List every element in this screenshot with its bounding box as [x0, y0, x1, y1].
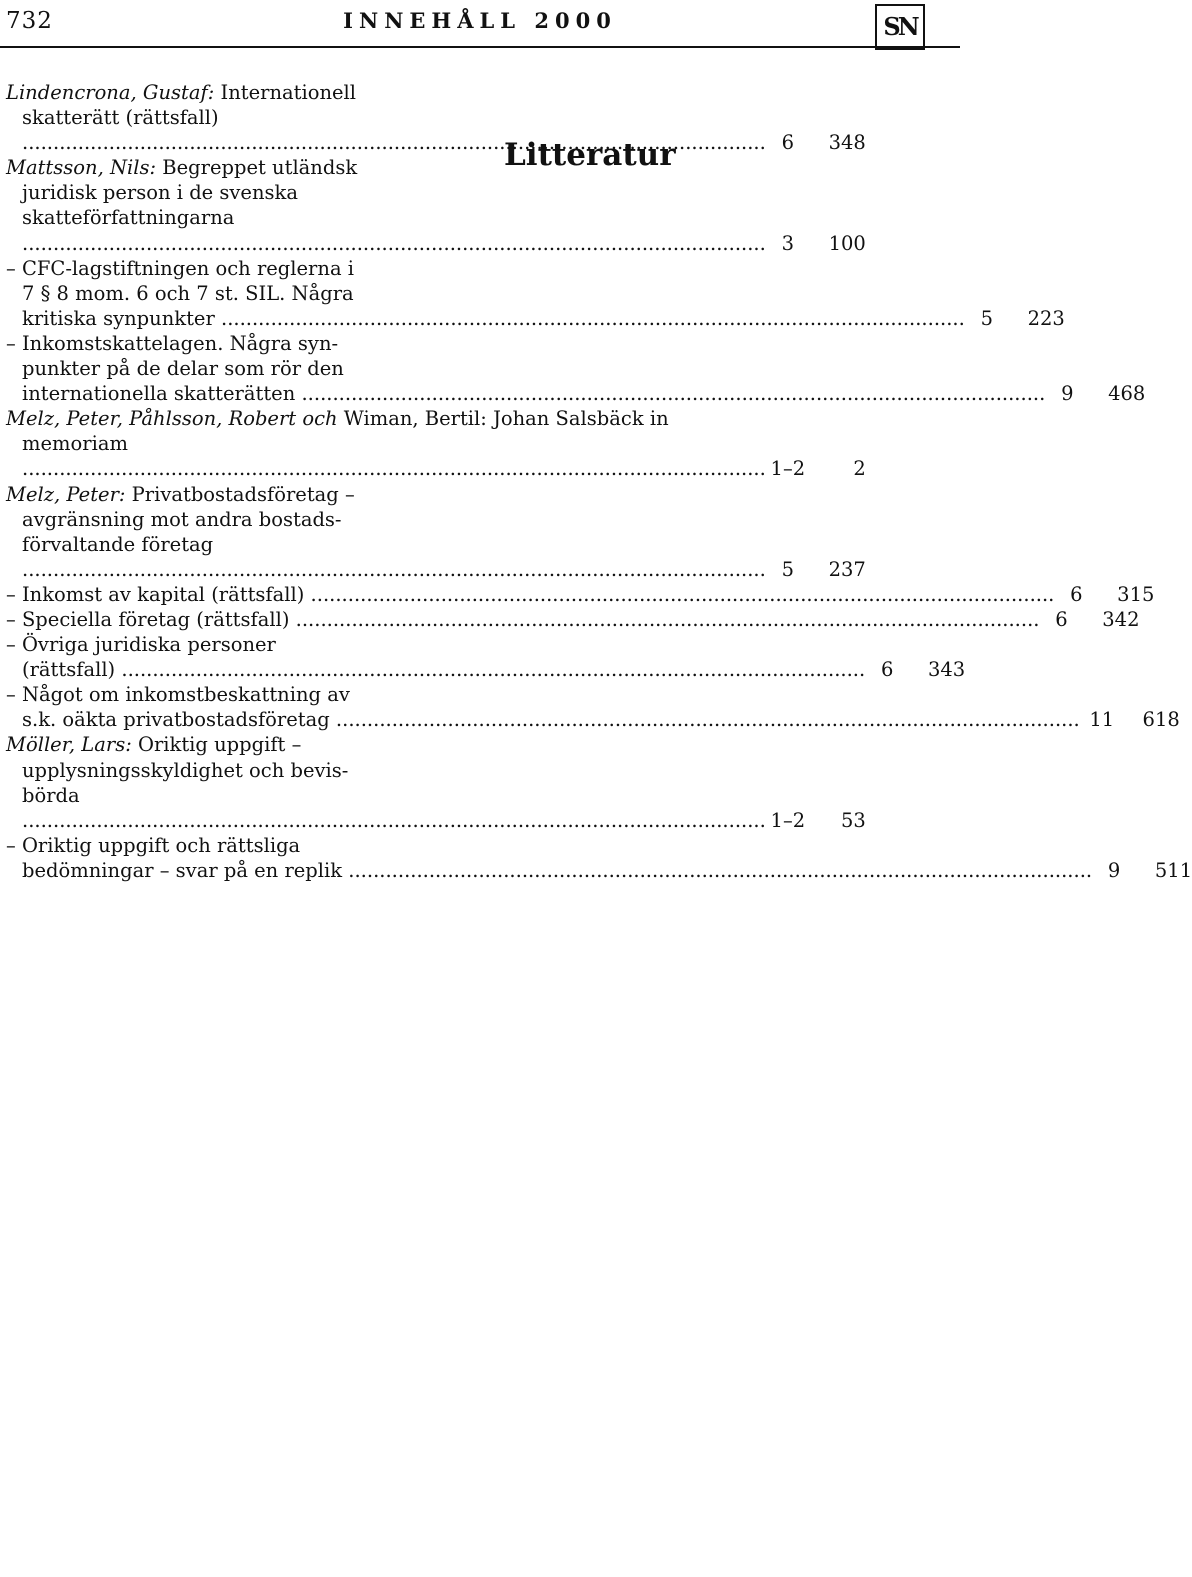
issue-number: 6: [781, 131, 795, 155]
issue-number: 6: [1070, 582, 1083, 606]
entry-line: [6, 758, 454, 783]
index-entry: [6, 732, 866, 832]
entry-title-text: Johan Salsbäck in: [493, 407, 669, 431]
page-number: 732: [6, 8, 53, 34]
entry-title-text: s.k. oäkta privatbostadsföretag: [22, 708, 330, 732]
entry-leader-text: [22, 858, 1092, 883]
entry-line: [6, 507, 454, 532]
entry-title-text: – Oriktig uppgift och rättsliga: [6, 833, 301, 857]
entry-leader-text: [22, 231, 766, 256]
entry-line: [6, 783, 454, 808]
entry-title-text: Internationell: [220, 81, 357, 104]
entry-leader-text: [22, 456, 766, 481]
entry-leader-text: [22, 707, 1080, 732]
entry-title-text: memoriam: [22, 432, 128, 456]
index-entry: [6, 256, 1065, 331]
entry-title-text: – Inkomstskattelagen. Några syn-: [6, 331, 339, 355]
entry-title-text: förvaltande företag: [22, 532, 214, 556]
page-reference: 2: [853, 457, 866, 481]
entry-title-text: börda: [22, 783, 80, 807]
entry-title-text: – Något om inkomstbeskattning av: [6, 683, 350, 707]
entry-author: Melz, Peter, Påhlsson, Robert och: [6, 407, 338, 431]
issue-number: 9: [1061, 382, 1074, 406]
index-entry: [6, 331, 1146, 406]
entry-title-text: kritiska synpunkter: [22, 306, 215, 330]
entry-line: [6, 682, 454, 707]
issue-number: 6: [1055, 607, 1068, 631]
entry-final-line: [6, 657, 966, 682]
entry-final-line: [6, 381, 1146, 406]
entry-line: [6, 482, 454, 507]
page-reference: 100: [828, 231, 866, 255]
right-column: [504, 80, 952, 186]
entry-author: Möller, Lars:: [6, 733, 132, 757]
page-reference: 315: [1117, 582, 1155, 606]
running-title: INNEHÅLL 2000: [343, 8, 617, 33]
page-reference: 348: [828, 131, 866, 155]
entry-title-text: Oriktig uppgift –: [137, 733, 302, 757]
entry-title-text: bedömningar – svar på en replik: [22, 858, 343, 882]
entry-title-text: – Speciella företag (rättsfall): [6, 607, 290, 631]
page-reference: 237: [828, 557, 866, 581]
index-entry: [6, 833, 1192, 883]
entry-title-text: Privatbostadsföretag –: [131, 482, 355, 506]
page-reference: 53: [841, 808, 866, 832]
index-entry: [6, 607, 1140, 632]
page-header: [0, 0, 960, 56]
entry-line: [6, 155, 454, 180]
issue-number: 9: [1107, 858, 1121, 882]
page-reference: 223: [1027, 306, 1065, 330]
entry-title-text: Begreppet utländsk: [162, 156, 358, 180]
entry-final-line: [6, 858, 1192, 883]
journal-logo: SN: [875, 4, 925, 50]
entry-title-text: 7 § 8 mom. 6 och 7 st. SIL. Några: [22, 281, 354, 305]
entry-title-text: (rättsfall): [22, 658, 116, 682]
entry-author: Mattsson, Nils:: [6, 156, 157, 180]
entry-leader-text: [6, 607, 1039, 632]
entry-title-text: Wiman, Bertil:: [343, 407, 487, 431]
entry-leader-text: [22, 306, 965, 331]
header-rule: [0, 46, 960, 48]
entry-author: Lindencrona, Gustaf:: [6, 81, 215, 104]
entry-line: [6, 431, 454, 456]
entry-final-line: [6, 456, 866, 481]
entry-author: Melz, Peter:: [6, 482, 126, 506]
entry-leader-text: [22, 381, 1045, 406]
entry-title-text: avgränsning mot andra bostads-: [22, 507, 342, 531]
entry-title-text: punkter på de delar som rör den: [22, 357, 344, 381]
issue-number: 1–2: [770, 457, 806, 481]
entry-title-text: juridisk person i de svenska: [22, 181, 298, 205]
entry-title-text: – Övriga juridiska personer: [6, 633, 276, 657]
page-reference: 342: [1102, 607, 1140, 631]
entry-final-line: [6, 557, 866, 582]
entry-final-line: [6, 231, 866, 256]
entry-line: [6, 105, 454, 130]
page-reference: 343: [927, 658, 966, 682]
entry-leader-text: [6, 582, 1054, 607]
entry-title-text: skatteförfattningarna: [22, 206, 235, 230]
entry-final-line: [6, 306, 1065, 331]
entry-title-text: – CFC-lagstiftningen och reglerna i: [6, 256, 355, 280]
section-title-litteratur: Litteratur: [504, 137, 676, 173]
entry-final-line: [6, 607, 1140, 632]
entry-line: [6, 406, 669, 431]
entry-line: [6, 205, 454, 230]
entry-leader-text: [22, 557, 766, 582]
index-entry: [6, 682, 1180, 732]
entry-final-line: [6, 707, 1180, 732]
issue-number: 6: [880, 658, 894, 682]
index-entry: [6, 482, 866, 582]
index-entry: [6, 582, 1155, 607]
entry-title-text: internationella skatterätten: [22, 382, 296, 406]
issue-number: 11: [1089, 708, 1115, 732]
issue-number: 5: [781, 557, 795, 581]
entry-final-line: [6, 582, 1155, 607]
entry-leader-text: [22, 808, 766, 833]
entry-line: [6, 180, 454, 205]
entry-line: [6, 833, 454, 858]
entry-final-line: [6, 808, 866, 833]
entry-line: [6, 732, 454, 757]
entry-leader-text: [22, 657, 865, 682]
entry-title-text: skatterätt (rättsfall): [22, 106, 219, 130]
entry-line: [6, 80, 454, 105]
page-reference: 511: [1154, 858, 1192, 882]
page-reference: 618: [1142, 708, 1180, 732]
entry-line: [6, 356, 454, 381]
index-entry: [6, 406, 866, 481]
issue-number: 5: [980, 306, 994, 330]
index-entry: [6, 632, 966, 682]
issue-number: 1–2: [770, 808, 806, 832]
entry-line: [6, 331, 454, 356]
issue-number: 3: [781, 231, 795, 255]
entry-line: [6, 256, 454, 281]
entry-line: [6, 532, 454, 557]
page-reference: 468: [1108, 382, 1146, 406]
entry-title-text: – Inkomst av kapital (rättsfall): [6, 582, 305, 606]
entry-title-text: upplysningsskyldighet och bevis-: [22, 758, 349, 782]
entry-line: [6, 632, 454, 657]
entry-line: [6, 281, 454, 306]
